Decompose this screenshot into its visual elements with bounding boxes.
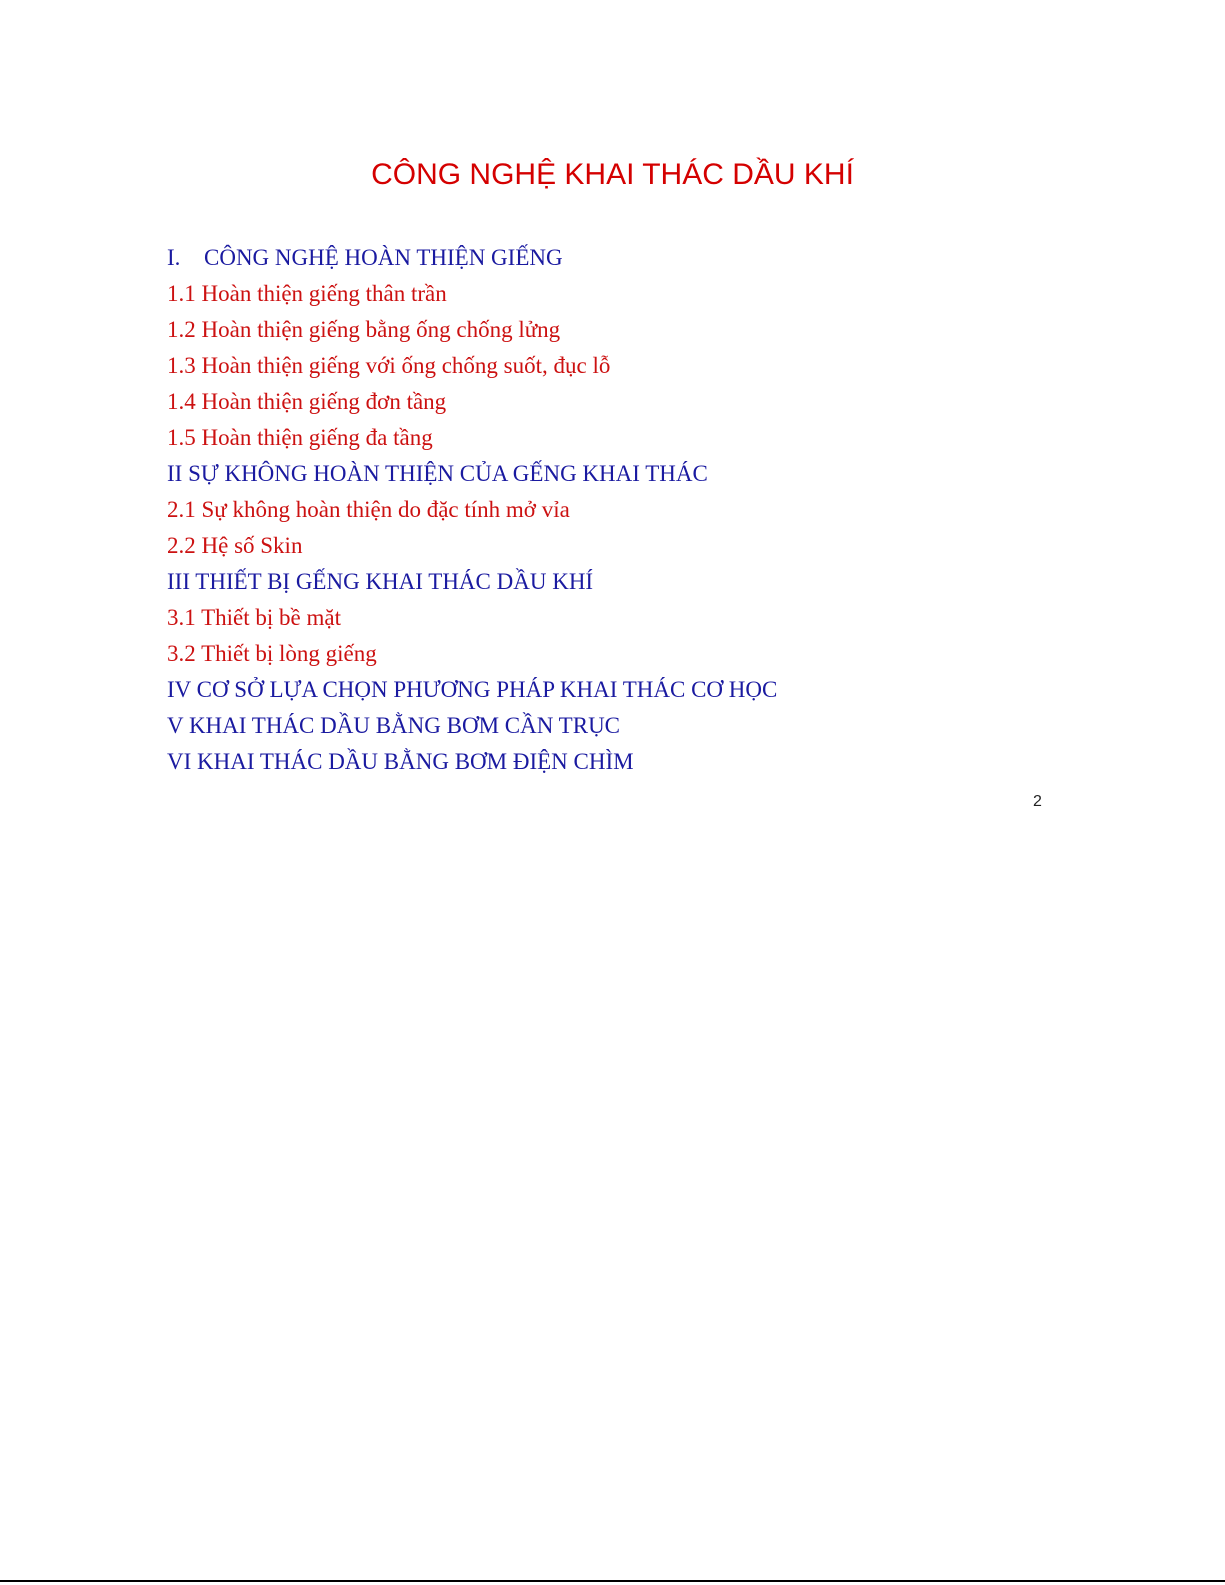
toc-item-text: CÔNG NGHỆ HOÀN THIỆN GIẾNG [204,245,563,270]
toc-item-3-2: 3.2 Thiết bị lòng giếng [167,641,377,666]
toc-item-5: V KHAI THÁC DẦU BẰNG BƠM CẦN TRỤC [167,713,621,738]
toc-item-4: IV CƠ SỞ LỰA CHỌN PHƯƠNG PHÁP KHAI THÁC CƠ HỌC [167,677,778,702]
page-bottom-rule [0,1580,1225,1582]
toc-item-1-3: 1.3 Hoàn thiện giếng với ống chống suốt, đục lỗ [167,353,611,378]
toc-item-2-1: 2.1 Sự không hoàn thiện do đặc tính mở vỉa [167,497,570,522]
toc-item-3: III THIẾT BỊ GẾNG KHAI THÁC DẦU KHÍ [167,569,594,594]
page-title: CÔNG NGHỆ KHAI THÁC DẦU KHÍ [371,158,854,191]
toc-item-1-5: 1.5 Hoàn thiện giếng đa tầng [167,425,433,450]
toc-item-1-2: 1.2 Hoàn thiện giếng bằng ống chống lửng [167,317,561,342]
page-number: 2 [1033,793,1042,810]
toc-item-2-2: 2.2 Hệ số Skin [167,533,303,558]
toc-item-6: VI KHAI THÁC DẦU BẰNG BƠM ĐIỆN CHÌM [167,749,634,774]
toc-item-1 [167,240,777,276]
table-of-contents [167,240,777,780]
toc-item-1-1: 1.1 Hoàn thiện giếng thân trần [167,281,447,306]
toc-item-1-4: 1.4 Hoàn thiện giếng đơn tầng [167,389,447,414]
toc-item-number: I. [167,245,181,270]
toc-item-3-1: 3.1 Thiết bị bề mặt [167,605,341,630]
toc-item-2: II SỰ KHÔNG HOÀN THIỆN CỦA GẾNG KHAI THÁC [167,461,708,486]
